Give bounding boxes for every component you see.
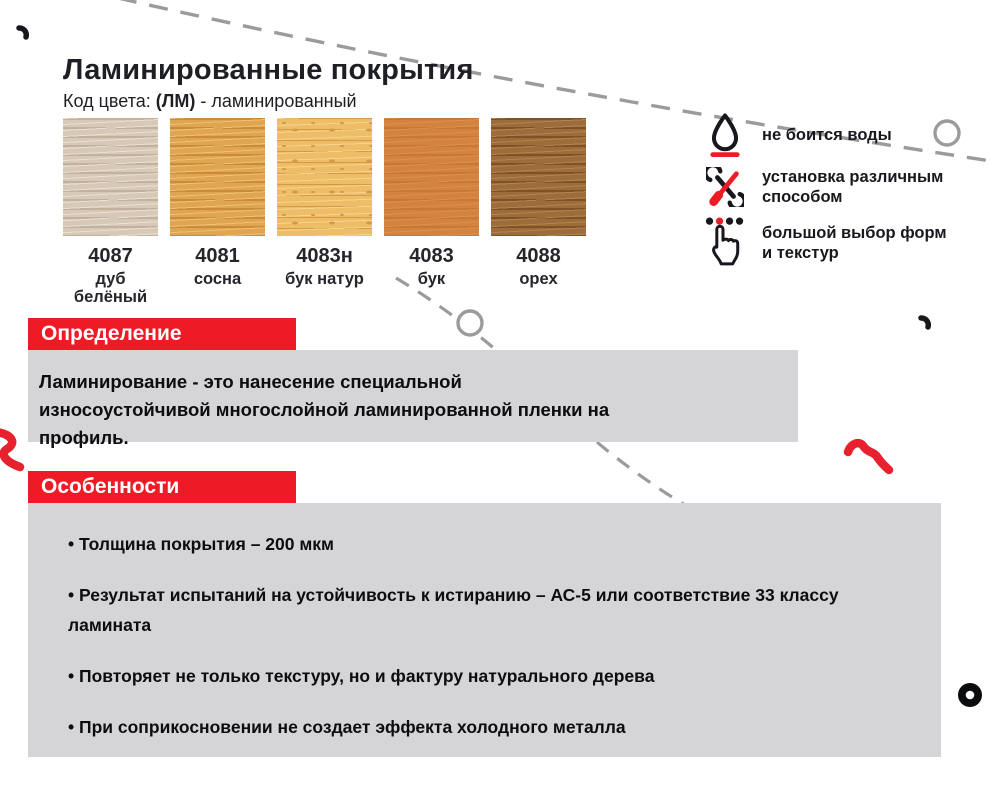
- swatch-code: 4083н: [296, 245, 353, 267]
- swatch-name: дуб белёный: [73, 270, 148, 307]
- wood-swatch: [170, 118, 265, 306]
- definition-panel: [28, 350, 798, 448]
- swatch-name: бук натур: [285, 270, 364, 288]
- wood-texture-image: [491, 118, 586, 236]
- color-code-subtitle: Код цвета: (ЛМ) - ламинированный: [63, 91, 357, 111]
- water-drop-icon: [704, 112, 746, 158]
- wood-swatch: [491, 118, 586, 306]
- hand-select-icon: [704, 216, 746, 270]
- feature-row-variety: [704, 216, 954, 270]
- feature-row-water: [704, 112, 954, 158]
- wood-texture-image: [63, 118, 158, 236]
- definition-heading: Определение: [28, 318, 296, 350]
- tools-icon: [704, 167, 746, 207]
- features-bullet-list: [28, 503, 941, 742]
- wood-swatch: [277, 118, 372, 306]
- features-panel: [28, 503, 941, 757]
- wood-texture-image: [277, 118, 372, 236]
- wood-swatch: [384, 118, 479, 306]
- swatch-name: орех: [519, 270, 558, 288]
- swatch-name: сосна: [193, 270, 242, 288]
- feature-bullet: • Повторяет не только текстуру, но и фактуру натурального дерева: [68, 661, 917, 691]
- wood-texture-image: [384, 118, 479, 236]
- feature-bullet: • Результат испытаний на устойчивость к истиранию – АС-5 или соответствие 33 классу ламината: [68, 580, 917, 640]
- red-squiggle-right: [848, 443, 889, 470]
- icon-features-panel: [704, 112, 954, 270]
- swatch-name: бук: [417, 270, 446, 288]
- feature-bullet: • При соприкосновении не создает эффекта холодного металла: [68, 712, 917, 742]
- feature-label: установка различным способом: [762, 168, 944, 207]
- swatch-code: 4081: [195, 245, 240, 267]
- wood-swatch: [63, 118, 158, 306]
- dashed-curve-mid-node: [458, 311, 482, 335]
- swatch-row: [63, 118, 586, 306]
- feature-bullet: • Толщина покрытия – 200 мкм: [68, 529, 917, 559]
- comma-mark-top-left: [19, 28, 26, 37]
- swatch-code: 4088: [516, 245, 561, 267]
- features-heading: Особенности: [28, 471, 296, 503]
- red-squiggle-left: [0, 432, 20, 467]
- swatch-code: 4087: [88, 245, 133, 267]
- swatch-code: 4083: [409, 245, 454, 267]
- page-title: Ламинированные покрытия: [63, 54, 474, 86]
- black-ring-dot: [958, 683, 982, 707]
- feature-label: большой выбор форм и текстур: [762, 224, 947, 263]
- definition-text: Ламинирование - это нанесение специальной износоустойчивой многослойной ламинированной пленки на профиль.: [39, 371, 610, 448]
- wood-texture-image: [170, 118, 265, 236]
- feature-label: не боится воды: [762, 125, 892, 144]
- comma-mark-right: [921, 318, 928, 327]
- feature-row-installation: [704, 167, 954, 207]
